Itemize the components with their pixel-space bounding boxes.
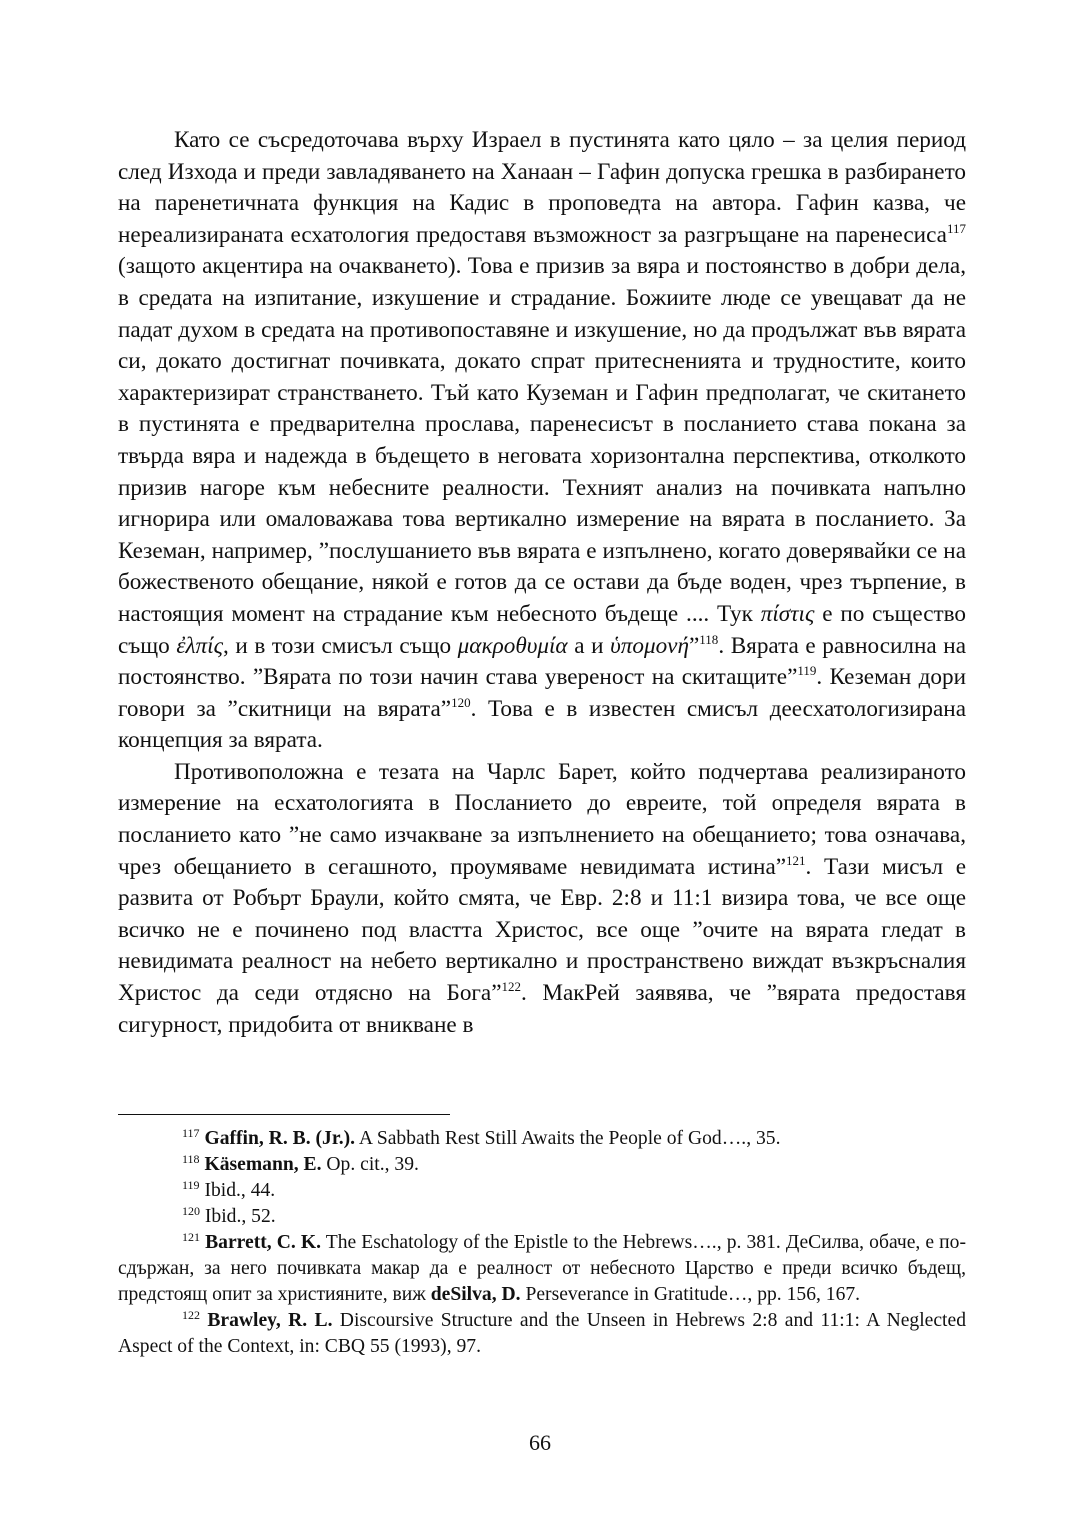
paragraph (118, 125, 966, 757)
greek-term: πίστις (760, 600, 815, 627)
body-text (118, 125, 966, 1041)
greek-term: ἐλπίς (176, 632, 223, 659)
text-run: ” (688, 632, 700, 659)
footnote-text: Discoursive Structure and the Unseen in Hebrews 2:8 and 11:1: A Neglected Aspect of the Context, in: CBQ 55 (1993), 97. (118, 1310, 966, 1357)
footnote-text: Ibid., 44. (199, 1180, 276, 1201)
footnote-ref: 119 (797, 663, 817, 679)
footnote-author: Käsemann, E. (199, 1154, 322, 1175)
footnote-number: 118 (182, 1152, 200, 1166)
greek-term: ὑπομονή (610, 632, 689, 659)
footnote-number: 117 (182, 1126, 200, 1140)
text-run: а и (567, 632, 611, 659)
paragraph (118, 757, 966, 1041)
footnote-number: 122 (182, 1308, 200, 1322)
footnote-number: 119 (182, 1178, 200, 1192)
footnote-text: The Eschatology of the Epistle to the Hebrews…., p. 381. ДеСилва, обаче, е по-сдържан, за него почивката макар да е реалност от небесното Царство е преди всичко бъдещ, предстоящ опит за християните, виж (118, 1232, 966, 1305)
footnote (118, 1178, 966, 1204)
footnote (118, 1152, 966, 1178)
footnote (118, 1308, 966, 1360)
footnote-ref: 120 (451, 694, 471, 710)
footnote-author: deSilva, D. (430, 1284, 521, 1305)
text-run: . Кеземан дори говори за ”скитници на вярата” (118, 664, 966, 722)
text-run: . Тази мисъл е развита от Робърт Браули, който смята, че Евр. 2:8 и 11:1 визира това, че все още всичко не е починено под властта Христос, все още ”очите на вярата гледат в невидимата реалност на небето вертикално и пространствено виждат възкръсналия Христос да седи отдясно на Бога” (118, 853, 966, 1007)
page-number: 66 (529, 1430, 551, 1455)
text-run: Противоположна е тезата на Чарлс Барет, който подчертава реализираното измерение на есхатологията в Посланието до евреите, той определя вярата в посланието като ”не само изчакване за изпълнението на обещанието; това означава, чрез обещанието в сегашното, проумяваме невидимата истина” (118, 758, 966, 880)
footnote-text: Perseverance in Gratitude…, pp. 156, 167. (520, 1284, 861, 1305)
footnote-author: Brawley, R. L. (200, 1310, 333, 1331)
footnote-text: Ibid., 52. (200, 1206, 276, 1227)
text-run: , и в този смисъл също (222, 632, 458, 659)
footnote-ref: 122 (501, 979, 522, 995)
footnote-author: Gaffin, R. B. (Jr.). (199, 1128, 356, 1149)
footnote-separator (118, 1114, 450, 1115)
footnote (118, 1204, 966, 1230)
footnote-ref: 117 (946, 220, 966, 236)
footnote-number: 120 (182, 1204, 200, 1218)
footnote-text: A Sabbath Rest Still Awaits the People of God…., 35. (355, 1128, 781, 1149)
footnote-ref: 121 (786, 852, 806, 868)
text-run: Като се съсредоточава върху Израел в пустинята като цяло – за целия период след Изхода и преди завладяването на Ханаан – Гафин допуска грешка в разбирането на паренетичната функция на Кадис в проповедта на автора. Гафин казва, че нереализираната есхатология предоставя възможност за разгръщане на паренесиса (118, 127, 966, 248)
footnote-text: Op. cit., 39. (321, 1154, 419, 1175)
footnote (118, 1230, 966, 1308)
footnote-ref: 118 (699, 631, 719, 647)
greek-term: μακροθυμία (457, 632, 568, 659)
text-run: . Вярата е равносилна на постоянство. ”Вярата по този начин става увереност на скитащите” (118, 632, 966, 691)
footnotes (118, 1126, 966, 1360)
footnote (118, 1126, 966, 1152)
text-run: (защото акцентира на очакването). Това е призив за вяра и постоянство в добри дела, в средата на изпитание, изкушение и страдание. Божиите люде се увещават да не падат духом в средата на противопоставяне и изкушение, но да продължат във вярата си, докато достигнат почивката, докато спрат притесненията и трудностите, които характеризират странстването. Тъй като Куземан и Гафин предполагат, че скитането в пустинята е предварителна прослава, паренесисът в посланието става покана за твърда вяра и надежда в бъдещето в неговата хоризонтална перспектива, отколкото призив нагоре към небесните реалности. Техният анализ на почивката напълно игнорира или омаловажава това вертикално измерение на вярата в посланието. За Кеземан, например, ”послушанието във вярата е изпълнено, когато доверявайки се на божественото обещание, някой е готов да се остави да бъде воден, чрез търпение, в настоящия момент на страдание към небесното бъдеще .... Тук (118, 253, 966, 627)
footnote-author: Barrett, C. K. (200, 1232, 322, 1253)
text-run: . МакРей заявява, че ”вярата предоставя сигурност, придобита от вникване в (118, 980, 966, 1038)
footnote-number: 121 (182, 1230, 200, 1244)
text-run: . Това е в известен смисъл деесхатологизирана концепция за вярата. (118, 695, 966, 754)
text-run: е по същество също (118, 600, 966, 659)
